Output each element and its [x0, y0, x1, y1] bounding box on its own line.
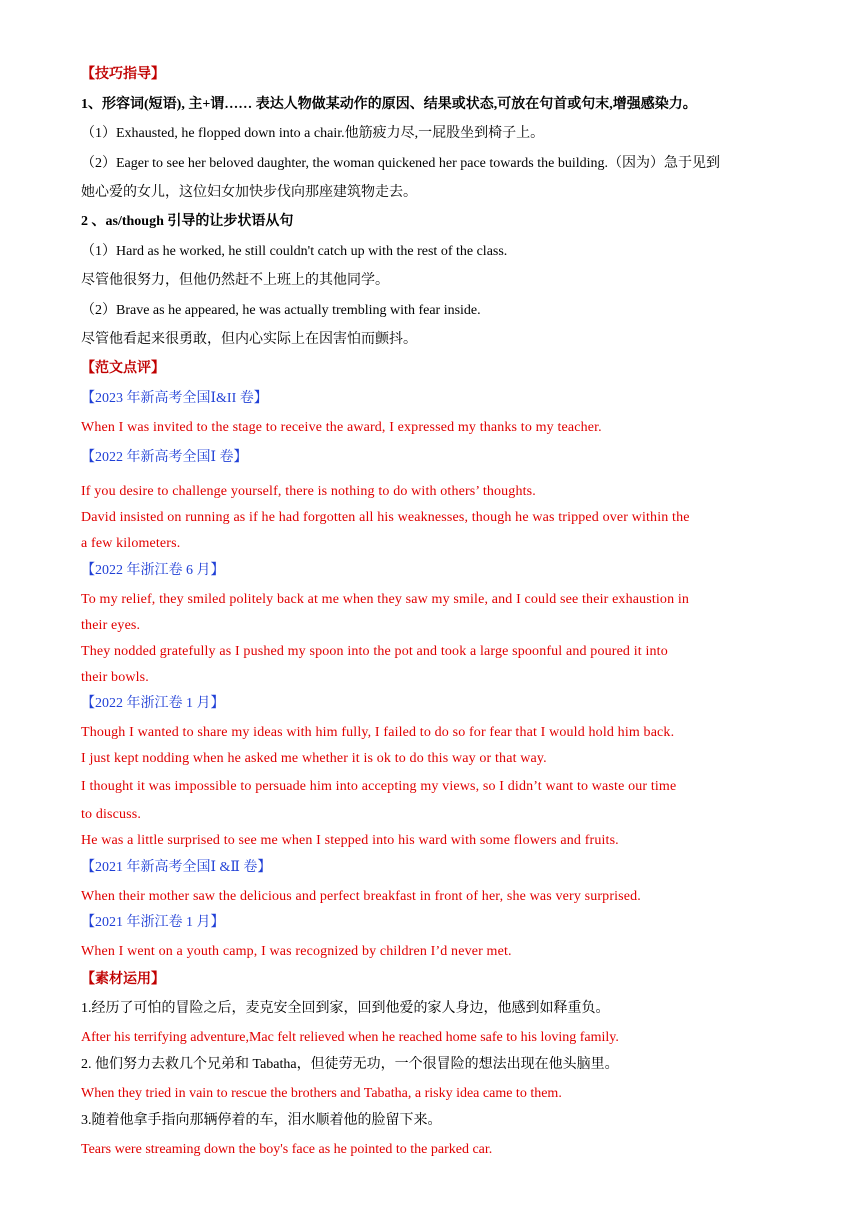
example-2-line-2: 她心爱的女儿，这位妇女加快步伐向那座建筑物走去。: [81, 185, 417, 200]
review-sentence-3-line-2: a few kilometers.: [81, 536, 181, 551]
review-sentence-5-line-1: They nodded gratefully as I pushed my spoon into the pot and took a large spoonful and poured it into: [81, 644, 668, 659]
review-sentence-4-line-2: their eyes.: [81, 618, 141, 633]
source-tag-2021-zhejiang: 【2021 年浙江卷 1 月】: [81, 915, 225, 930]
example-4: （2）Brave as he appeared, he was actually trembling with fear inside.: [81, 303, 481, 318]
example-4-translation: 尽管他看起来很勇敢，但内心实际上在因害怕而颤抖。: [81, 332, 417, 347]
review-sentence-6: Though I wanted to share my ideas with him fully, I failed to do so for fear that I would hold him back.: [81, 725, 675, 740]
review-sentence-1: When I was invited to the stage to receive the award, I expressed my thanks to my teacher.: [81, 420, 602, 435]
material-answer-2: When they tried in vain to rescue the brothers and Tabatha, a risky idea came to them.: [81, 1086, 562, 1101]
example-1: （1）Exhausted, he flopped down into a chair.他筋疲力尽,一屁股坐到椅子上。: [81, 126, 545, 141]
material-question-3: 3.随着他拿手指向那辆停着的车，泪水顺着他的脸留下来。: [81, 1113, 442, 1128]
review-sentence-10: When their mother saw the delicious and perfect breakfast in front of her, she was very surprised.: [81, 889, 641, 904]
material-question-2: 2. 他们努力去救几个兄弟和 Tabatha，但徒劳无功，一个很冒险的想法出现在他头脑里。: [81, 1057, 619, 1072]
section-header-material: 【素材运用】: [81, 972, 165, 987]
review-sentence-8-line-1: I thought it was impossible to persuade him into accepting my views, so I didn’t want to waste our time: [81, 779, 677, 794]
skill-point-1: 1、形容词(短语), 主+谓…… 表达人物做某动作的原因、结果或状态,可放在句首或句末,增强感染力。: [81, 97, 697, 112]
review-sentence-7: I just kept nodding when he asked me whether it is ok to do this way or that way.: [81, 751, 547, 766]
skill-point-2: 2 、as/though 引导的让步状语从句: [81, 214, 294, 229]
source-tag-2022-zhejiang-june: 【2022 年浙江卷 6 月】: [81, 563, 225, 578]
source-tag-2021-national: 【2021 年新高考全国Ⅰ &Ⅱ 卷】: [81, 860, 272, 875]
review-sentence-2: If you desire to challenge yourself, there is nothing to do with others’ thoughts.: [81, 484, 536, 499]
review-sentence-8-line-2: to discuss.: [81, 807, 141, 822]
review-sentence-4-line-1: To my relief, they smiled politely back at me when they saw my smile, and I could see their exhaustion in: [81, 592, 690, 607]
review-sentence-3-line-1: David insisted on running as if he had forgotten all his weaknesses, though he was tripped over within the: [81, 510, 690, 525]
material-answer-3: Tears were streaming down the boy's face as he pointed to the parked car.: [81, 1142, 493, 1157]
review-sentence-5-line-2: their bowls.: [81, 670, 149, 685]
material-question-1: 1.经历了可怕的冒险之后，麦克安全回到家，回到他爱的家人身边，他感到如释重负。: [81, 1001, 610, 1016]
example-2-line-1: （2）Eager to see her beloved daughter, the woman quickened her pace towards the building.（因为）急于见到: [81, 156, 720, 171]
material-answer-1: After his terrifying adventure,Mac felt relieved when he reached home safe to his loving family.: [81, 1030, 619, 1045]
source-tag-2022-national: 【2022 年新高考全国Ⅰ 卷】: [81, 450, 248, 465]
review-sentence-11: When I went on a youth camp, I was recognized by children I’d never met.: [81, 944, 512, 959]
example-3-translation: 尽管他很努力，但他仍然赶不上班上的其他同学。: [81, 273, 389, 288]
section-header-skills: 【技巧指导】: [81, 67, 165, 82]
source-tag-2022-zhejiang-january: 【2022 年浙江卷 1 月】: [81, 696, 225, 711]
example-3: （1）Hard as he worked, he still couldn't catch up with the rest of the class.: [81, 244, 508, 259]
section-header-review: 【范文点评】: [81, 361, 165, 376]
source-tag-2023: 【2023 年新高考全国Ⅰ&II 卷】: [81, 391, 268, 406]
review-sentence-9: He was a little surprised to see me when I stepped into his ward with some flowers and fruits.: [81, 833, 619, 848]
